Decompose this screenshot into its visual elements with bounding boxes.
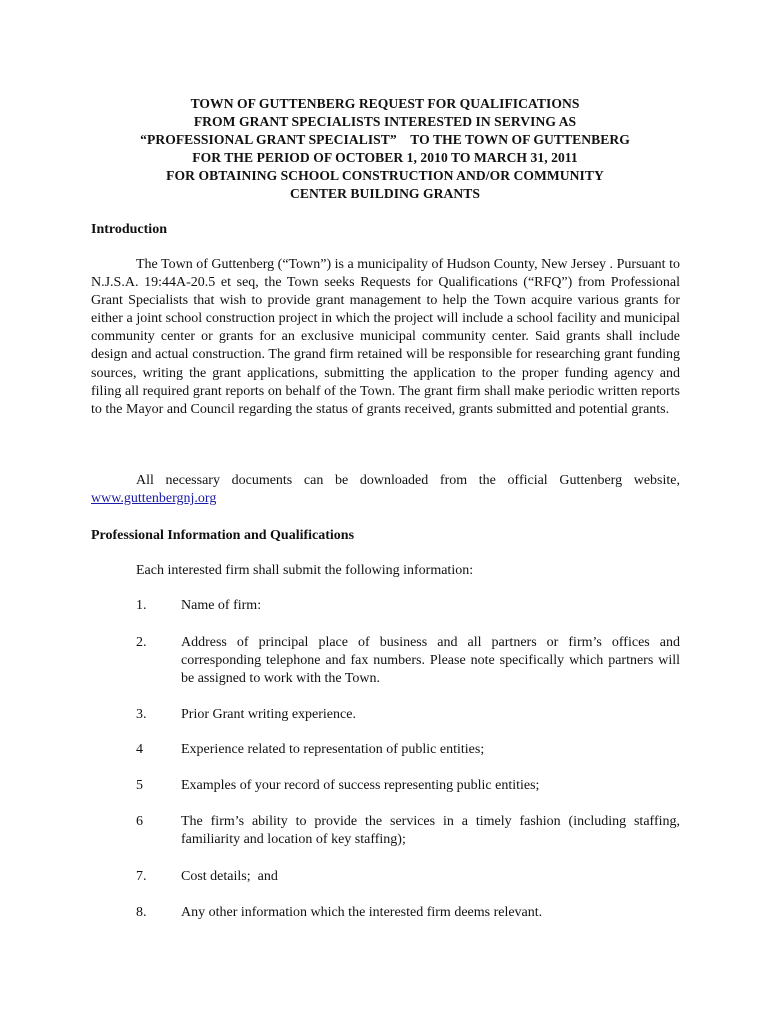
list-item-number: 8.	[136, 905, 147, 920]
list-item	[136, 904, 680, 922]
list-item-number: 7.	[136, 869, 147, 884]
list-item-text: Experience related to representation of public entities;	[181, 742, 485, 757]
list-item	[136, 868, 680, 886]
list-item-text: Name of firm:	[181, 598, 262, 613]
qualifications-lead: Each interested firm shall submit the following information:	[136, 563, 474, 578]
list-item-number: 2.	[136, 635, 147, 650]
documents-paragraph	[91, 472, 680, 508]
title-line: FROM GRANT SPECIALISTS INTERESTED IN SERVING AS	[193, 114, 577, 129]
website-link[interactable]: www.guttenbergnj.org	[91, 491, 217, 507]
documents-text: All necessary documents can be downloaded from the official Guttenberg website,	[136, 473, 680, 488]
list-item-text: The firm’s ability to provide the services in a timely fashion (including staffing, familiarity and location of key staffing);	[181, 814, 680, 848]
document-title	[60, 95, 710, 203]
list-item-text: Prior Grant writing experience.	[181, 707, 356, 722]
list-item-number: 3.	[136, 707, 147, 722]
list-item-number: 1.	[136, 598, 147, 613]
introduction-paragraph: The Town of Guttenberg (“Town”) is a municipality of Hudson County, New Jersey . Pursuant to N.J.S.A. 19:44A-20.5 et seq, the Town seeks Requests for Qualifications (“RFQ”) from Professional Grant Specialists that wish to provide grant management to help the Town acquire various grants for either a joint school construction project in which the project will include a school facility and municipal community center or grants for an exclusive municipal community center. Said grants shall include design and actual construction. The grand firm retained will be responsible for researching grant funding sources, writing the grant applications, submitting the application to the proper funding agency and filing all required grant reports on behalf of the Town. The grant firm shall make periodic written reports to the Mayor and Council regarding the status of grants received, grants submitted and potential grants.	[91, 257, 680, 417]
list-item-number: 4	[136, 742, 143, 757]
title-line: CENTER BUILDING GRANTS	[290, 186, 480, 201]
qualifications-heading: Professional Information and Qualifications	[91, 528, 355, 543]
list-item	[136, 813, 680, 849]
list-item-number: 6	[136, 814, 143, 829]
list-item	[136, 597, 680, 615]
list-item	[136, 741, 680, 759]
list-item-text: Any other information which the interested firm deems relevant.	[181, 905, 543, 920]
list-item-text: Cost details; and	[181, 869, 278, 884]
list-item-text: Examples of your record of success representing public entities;	[181, 778, 540, 793]
introduction-heading: Introduction	[91, 222, 167, 237]
title-line: TOWN OF GUTTENBERG REQUEST FOR QUALIFICATIONS	[190, 96, 580, 111]
list-item	[136, 706, 680, 724]
list-item-number: 5	[136, 778, 143, 793]
title-line: “PROFESSIONAL GRANT SPECIALIST” TO THE TOWN OF GUTTENBERG	[140, 132, 630, 147]
title-line: FOR OBTAINING SCHOOL CONSTRUCTION AND/OR COMMUNITY	[166, 168, 604, 183]
title-line: FOR THE PERIOD OF OCTOBER 1, 2010 TO MARCH 31, 2011	[192, 150, 578, 165]
list-item	[136, 634, 680, 688]
list-item-text: Address of principal place of business and all partners or firm’s offices and corresponding telephone and fax numbers. Please note specifically which partners will be assigned to work with the Town.	[181, 635, 680, 687]
list-item	[136, 777, 680, 795]
